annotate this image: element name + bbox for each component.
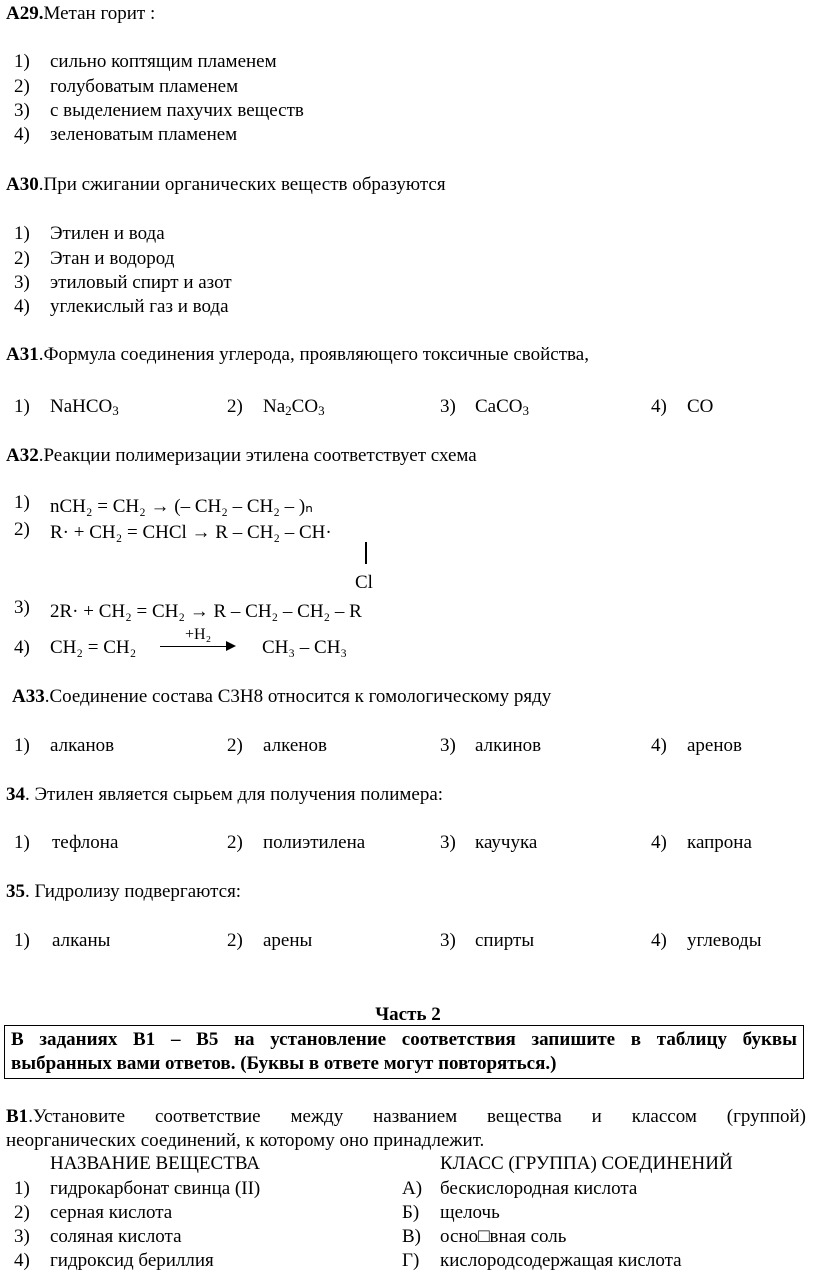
formula-subscript: 3 [522,403,529,418]
option-text: Этан и водород [50,248,175,269]
question-id: В1 [6,1106,29,1127]
question-a30-heading [6,174,446,196]
left-item-number: 2) [14,1202,30,1223]
option-number: 2) [227,930,243,951]
option-text: с выделением пахучих веществ [50,100,304,121]
instruction-line-1: В заданиях В1 – В5 на установление соответствия запишите в таблицу буквы [11,1029,797,1050]
question-text: . Этилен является сырьем для получения полимера: [25,784,444,805]
left-item-text: гидрокарбонат свинца (II) [50,1178,261,1199]
option-text: Этилен и вода [50,223,165,244]
option-number: 3) [440,396,456,417]
option-number: 4) [651,832,667,853]
option-number: 4) [651,396,667,417]
option-number: 2) [14,76,30,97]
question-id: A31 [6,344,39,365]
option-text: углеводы [687,930,762,951]
reaction-scheme-3: 2R· + CH₂ = CH₂ → R – CH₂ – CH₂ – R [50,601,362,622]
question-34-heading [6,784,443,806]
right-item-letter: В) [402,1226,421,1247]
question-a29-heading [6,3,155,25]
question-id: 34 [6,784,25,805]
option-text: тефлона [52,832,119,853]
right-item-text: бескислородная кислота [440,1178,638,1199]
formula-subscript: 3 [318,403,325,418]
formula-base: Na [263,396,286,417]
option-number: 1) [14,396,30,417]
question-35-heading [6,881,241,903]
question-id: A30 [6,174,39,195]
option-text: каучука [475,832,538,853]
right-item-letter: Г) [402,1250,420,1271]
option-number: 3) [14,597,30,618]
option-number: 1) [14,832,30,853]
formula-base: NaHCO [50,396,113,417]
left-item-number: 4) [14,1250,30,1271]
option-text: этиловый спирт и азот [50,272,232,293]
right-item-letter: Б) [402,1202,420,1223]
question-b1-line-2: неорганических соединений, к которому оно принадлежит. [6,1130,485,1151]
part-2-instruction-box [4,1025,804,1079]
question-id: A32 [6,445,39,466]
option-number: 2) [14,248,30,269]
formula-subscript: 2 [285,403,292,418]
option-number: 2) [227,396,243,417]
question-text: .Реакции полимеризации этилена соответствует схема [38,445,477,466]
formula-base: CaCO [475,396,523,417]
option-text: полиэтилена [263,832,366,853]
formula-caco3 [475,396,529,418]
formula-base: CO [291,396,319,417]
option-number: 1) [14,930,30,951]
question-a33-heading [12,686,551,708]
bond-line [365,542,367,564]
question-text: .Формула соединения углерода, проявляющего токсичные свойства, [38,344,589,365]
question-text: .При сжигании органических веществ образуются [38,174,446,195]
option-number: 3) [440,930,456,951]
left-item-text: гидроксид бериллия [50,1250,214,1271]
option-number: 4) [14,124,30,145]
right-item-text: кислородсодержащая кислота [440,1250,682,1271]
option-text: алкенов [263,735,327,756]
right-item-letter: А) [402,1178,423,1199]
question-text: .Соединение состава C3H8 относится к гомологическому ряду [44,686,552,707]
option-number: 2) [14,519,30,540]
question-id: 35 [6,881,25,902]
option-text: алкинов [475,735,542,756]
question-text: .Установите соответствие между названием вещества и классом (группой) [28,1106,806,1127]
option-number: 4) [651,735,667,756]
instruction-line-2: выбранных вами ответов. (Буквы в ответе могут повторяться.) [11,1053,557,1074]
option-text: сильно коптящим пламенем [50,51,277,72]
left-item-number: 1) [14,1178,30,1199]
question-b1-heading [6,1106,806,1128]
part-2-title: Часть 2 [375,1004,441,1025]
option-text: арены [263,930,313,951]
formula-nahco3 [50,396,119,418]
option-number: 3) [440,735,456,756]
option-number: 3) [14,100,30,121]
option-number: 4) [14,296,30,317]
right-item-text: осно□вная соль [440,1226,567,1247]
formula-co: CO [687,396,714,417]
arrow-head-icon [226,641,236,651]
formula-subscript: 3 [112,403,119,418]
reaction-condition: +H₂ [185,626,212,643]
question-id: A29. [6,3,44,24]
option-text: голубоватым пламенем [50,76,239,97]
option-number: 3) [14,272,30,293]
reaction-scheme-2: R· + CH₂ = CHCl → R – CH₂ – CH· [50,522,332,543]
reaction-scheme-4-left: CH₂ = CH₂ [50,637,137,658]
right-column-header: КЛАСС (ГРУППА) СОЕДИНЕНИЙ [440,1153,733,1174]
left-item-text: соляная кислота [50,1226,182,1247]
option-text: аренов [687,735,743,756]
option-text: алканы [52,930,111,951]
right-item-text: щелочь [440,1202,500,1223]
option-number: 4) [651,930,667,951]
left-column-header: НАЗВАНИЕ ВЕЩЕСТВА [50,1153,261,1174]
left-item-number: 3) [14,1226,30,1247]
question-id: A33 [12,686,45,707]
option-number: 2) [227,832,243,853]
reaction-scheme-1: nCH₂ = CH₂ → (– CH₂ – CH₂ – )ₙ [50,496,313,517]
option-text: капрона [687,832,752,853]
question-a32-heading [6,445,477,467]
question-text: Метан горит : [43,3,156,24]
option-number: 1) [14,223,30,244]
option-number: 2) [227,735,243,756]
option-number: 1) [14,735,30,756]
option-number: 4) [14,637,30,658]
option-text: зеленоватым пламенем [50,124,238,145]
option-text: углекислый газ и вода [50,296,229,317]
left-item-text: серная кислота [50,1202,173,1223]
formula-na2co3 [263,396,325,418]
reaction-arrow [160,646,230,647]
question-text: . Гидролизу подвергаются: [25,881,242,902]
chlorine-substituent: Cl [355,572,373,593]
option-number: 3) [440,832,456,853]
question-a31-heading [6,344,589,366]
option-text: алканов [50,735,115,756]
option-text: спирты [475,930,535,951]
option-number: 1) [14,492,30,513]
reaction-scheme-4-right: CH₃ – CH₃ [262,637,348,658]
option-number: 1) [14,51,30,72]
